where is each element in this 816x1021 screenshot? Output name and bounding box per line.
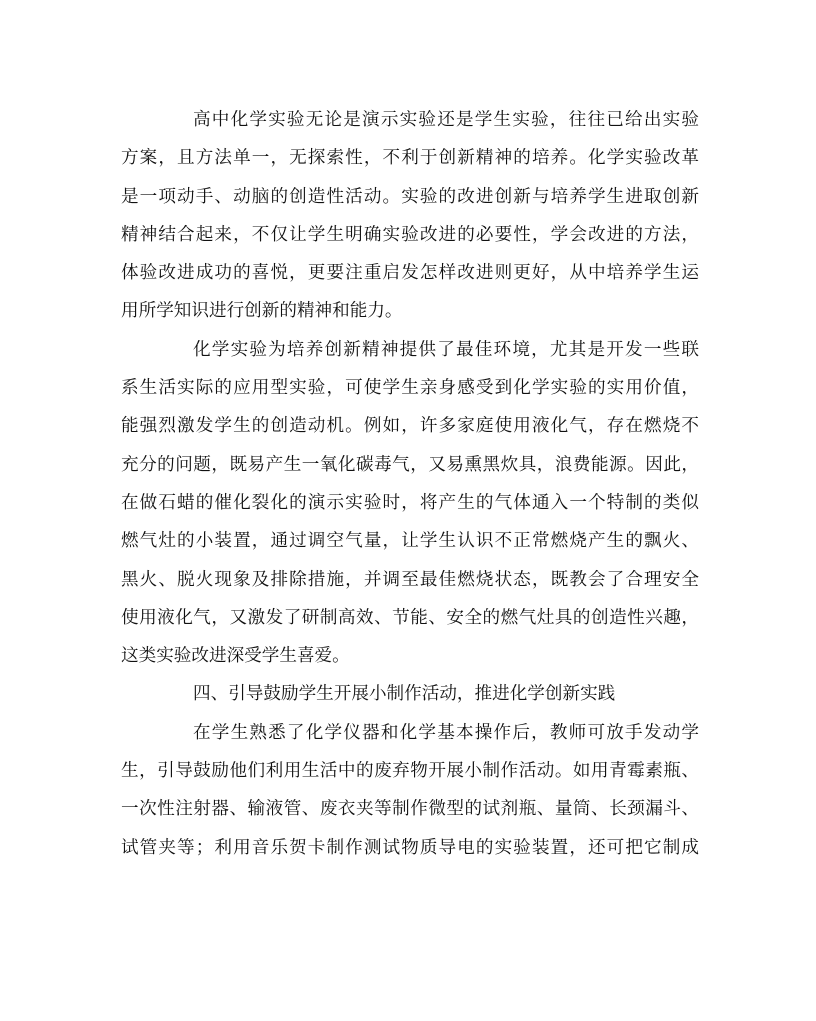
paragraph-2-line-3: 能强烈激发学生的创造动机。例如，许多家庭使用液化气，存在燃烧不	[121, 416, 699, 437]
paragraph-3-line-3: 一次性注射器、输液管、废衣夹等制作微型的试剂瓶、量筒、长颈漏斗、	[121, 799, 699, 820]
paragraph-2-line-9: 这类实验改进深受学生喜爱。	[121, 646, 350, 667]
paragraph-3-line-1: 在学生熟悉了化学仪器和化学基本操作后，教师可放手发动学	[193, 722, 699, 743]
section-heading: 四、引导鼓励学生开展小制作活动，推进化学创新实践	[193, 684, 616, 705]
paragraph-3-line-4: 试管夹等；利用音乐贺卡制作测试物质导电的实验装置，还可把它制成	[121, 837, 699, 858]
paragraph-1-line-1: 高中化学实验无论是演示实验还是学生实验，往往已给出实验	[193, 110, 699, 130]
paragraph-2-line-8: 使用液化气，又激发了研制高效、节能、安全的燃气灶具的创造性兴趣，	[121, 607, 699, 628]
paragraph-2-line-6: 燃气灶的小装置，通过调空气量，让学生认识不正常燃烧产生的飘火、	[121, 531, 699, 552]
paragraph-2-line-5: 在做石蜡的催化裂化的演示实验时，将产生的气体通入一个特制的类似	[121, 492, 699, 513]
paragraph-1-line-4: 精神结合起来，不仅让学生明确实验改进的必要性，学会改进的方法，	[121, 224, 699, 245]
paragraph-2-line-4: 充分的问题，既易产生一氧化碳毒气，又易熏黑炊具，浪费能源。因此，	[121, 454, 699, 475]
paragraph-1-line-5: 体验改进成功的喜悦，更要注重启发怎样改进则更好，从中培养学生运	[121, 263, 699, 284]
paragraph-2-line-7: 黑火、脱火现象及排除措施，并调至最佳燃烧状态，既教会了合理安全	[121, 569, 699, 590]
paragraph-2-line-1: 化学实验为培养创新精神提供了最佳环境，尤其是开发一些联	[193, 339, 699, 360]
paragraph-3-line-2: 生，引导鼓励他们利用生活中的废弃物开展小制作活动。如用青霉素瓶、	[121, 761, 699, 782]
paragraph-2-line-2: 系生活实际的应用型实验，可使学生亲身感受到化学实验的实用价值，	[121, 378, 699, 399]
paragraph-1-line-3: 是一项动手、动脑的创造性活动。实验的改进创新与培养学生进取创新	[121, 186, 699, 207]
paragraph-1-line-2: 方案，且方法单一，无探索性，不利于创新精神的培养。化学实验改革	[121, 148, 699, 169]
body-text	[121, 101, 699, 867]
paragraph-1-line-6: 用所学知识进行创新的精神和能力。	[121, 301, 403, 322]
